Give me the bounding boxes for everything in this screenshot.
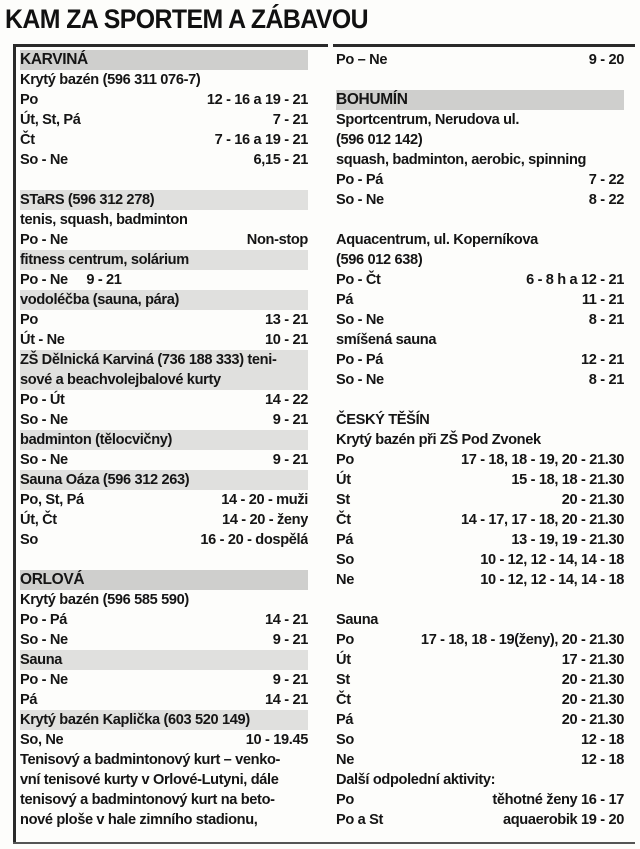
schedule-line <box>336 530 624 550</box>
line-time: 7 - 22 <box>588 172 624 188</box>
line-label: So - Ne <box>20 152 68 168</box>
schedule-line <box>336 150 624 170</box>
schedule-line <box>336 790 624 810</box>
schedule-line <box>336 670 624 690</box>
schedule-line <box>20 330 308 350</box>
line-label: So <box>20 532 38 548</box>
schedule-line <box>20 610 308 630</box>
schedule-line <box>20 810 308 830</box>
left-border-rule <box>13 44 16 844</box>
line-time: 6,15 - 21 <box>253 152 308 168</box>
schedule-line <box>20 150 308 170</box>
schedule-line <box>20 430 308 450</box>
line-label: St <box>336 672 350 688</box>
line-time: 20 - 21.30 <box>561 492 624 508</box>
schedule-line <box>336 750 624 770</box>
line-label: (596 012 142) <box>336 132 423 148</box>
line-label: sové a beachvolejbalové kurty <box>20 372 221 388</box>
schedule-line <box>336 630 624 650</box>
right-column <box>336 50 624 830</box>
line-label: Po a St <box>336 812 384 828</box>
line-time: 9 - 21 <box>272 412 308 428</box>
line-label: BOHUMÍN <box>336 91 408 108</box>
line-label: STaRS (596 312 278) <box>20 192 155 208</box>
schedule-line <box>20 730 308 750</box>
line-label: KARVINÁ <box>20 51 88 68</box>
schedule-line <box>20 790 308 810</box>
schedule-line <box>20 770 308 790</box>
town-heading <box>20 50 308 70</box>
line-time: 9 - 21 <box>272 632 308 648</box>
line-label: Út, Čt <box>20 512 57 528</box>
line-time: 14 - 22 <box>265 392 308 408</box>
schedule-line <box>20 670 308 690</box>
line-time: 10 - 12, 12 - 14, 14 - 18 <box>480 552 624 568</box>
schedule-line <box>336 430 624 450</box>
schedule-line <box>336 290 624 310</box>
line-label: Pá <box>336 292 354 308</box>
schedule-line <box>336 130 624 150</box>
line-time: 20 - 21.30 <box>561 672 624 688</box>
line-label: Po - Ne <box>20 672 68 688</box>
schedule-line <box>336 370 624 390</box>
line-label: Sportcentrum, Nerudova ul. <box>336 112 520 128</box>
line-label: Po <box>20 312 38 328</box>
schedule-line <box>336 250 624 270</box>
line-time: aquaerobik 19 - 20 <box>502 812 624 828</box>
line-time: 16 - 20 - dospělá <box>200 532 308 548</box>
line-label: Po - Pá <box>336 352 384 368</box>
line-time: 9 - 21 <box>272 672 308 688</box>
schedule-line <box>20 650 308 670</box>
schedule-line <box>20 270 308 290</box>
section-spacer <box>336 210 624 230</box>
section-spacer <box>336 590 624 610</box>
schedule-line <box>336 450 624 470</box>
line-label: ČESKÝ TĚŠÍN <box>336 412 430 428</box>
section-spacer <box>336 70 624 90</box>
line-label: badminton (tělocvičny) <box>20 432 173 448</box>
line-label: So - Ne <box>336 312 384 328</box>
schedule-line <box>336 350 624 370</box>
line-label: tenis, squash, badminton <box>20 212 188 228</box>
line-label: Tenisový a badmintonový kurt – venko- <box>20 752 281 768</box>
line-label: Sauna <box>336 612 379 628</box>
line-label: nové ploše v hale zimního stadionu, <box>20 812 258 828</box>
line-label: Po <box>336 452 354 468</box>
line-label: Po <box>336 632 354 648</box>
line-time: 6 - 8 h a 12 - 21 <box>526 272 624 288</box>
line-label: Po - Pá <box>336 172 384 188</box>
line-label: So - Ne <box>20 412 68 428</box>
schedule-line <box>20 470 308 490</box>
line-time: 20 - 21.30 <box>561 692 624 708</box>
schedule-line <box>336 490 624 510</box>
line-time: 8 - 21 <box>588 312 624 328</box>
line-label: Krytý bazén (596 311 076-7) <box>20 72 201 88</box>
line-label: So, Ne <box>20 732 64 748</box>
town-heading <box>336 90 624 110</box>
line-time: 7 - 16 a 19 - 21 <box>214 132 308 148</box>
line-label: Čt <box>20 132 35 148</box>
schedule-line <box>20 130 308 150</box>
line-label: Út <box>336 652 351 668</box>
schedule-line <box>336 270 624 290</box>
line-time: 17 - 21.30 <box>561 652 624 668</box>
line-time: 11 - 21 <box>581 292 624 308</box>
schedule-line <box>336 50 624 70</box>
schedule-line <box>20 70 308 90</box>
section-spacer <box>20 550 308 570</box>
line-label: squash, badminton, aerobic, spinning <box>336 152 587 168</box>
line-label: So - Ne <box>336 372 384 388</box>
right-column-top-rule <box>333 44 635 47</box>
line-time: 10 - 12, 12 - 14, 14 - 18 <box>480 572 624 588</box>
schedule-line <box>20 530 308 550</box>
schedule-line <box>20 630 308 650</box>
line-label: Krytý bazén (596 585 590) <box>20 592 189 608</box>
line-label: Aquacentrum, ul. Koperníkova <box>336 232 538 248</box>
schedule-line <box>20 590 308 610</box>
schedule-line <box>20 210 308 230</box>
line-label: Pá <box>336 712 354 728</box>
line-label: Út - Ne <box>20 332 65 348</box>
line-label: So - Ne <box>20 452 68 468</box>
schedule-line <box>20 370 308 390</box>
line-time: 13 - 21 <box>265 312 308 328</box>
line-time: 14 - 20 - ženy <box>222 512 308 528</box>
schedule-line <box>336 690 624 710</box>
line-time: 9 - 20 <box>588 52 624 68</box>
schedule-line <box>336 110 624 130</box>
schedule-line <box>20 230 308 250</box>
schedule-line <box>20 90 308 110</box>
line-label: tenisový a badmintonový kurt na beto- <box>20 792 275 808</box>
line-label: Po - Út <box>20 392 65 408</box>
line-label: Po, St, Pá <box>20 492 84 508</box>
line-label: Út, St, Pá <box>20 112 81 128</box>
schedule-line <box>336 550 624 570</box>
line-time: 13 - 19, 19 - 21.30 <box>511 532 624 548</box>
schedule-line <box>20 110 308 130</box>
schedule-line <box>336 190 624 210</box>
schedule-line <box>336 730 624 750</box>
line-time: 17 - 18, 18 - 19, 20 - 21.30 <box>460 452 624 468</box>
line-time: 14 - 17, 17 - 18, 20 - 21.30 <box>460 512 624 528</box>
line-time: 12 - 16 a 19 - 21 <box>206 92 308 108</box>
line-label: smíšená sauna <box>336 332 437 348</box>
schedule-line <box>20 290 308 310</box>
line-time: 17 - 18, 18 - 19(ženy), 20 - 21.30 <box>420 632 624 648</box>
line-time: 10 - 21 <box>265 332 308 348</box>
schedule-line <box>336 810 624 830</box>
line-label: fitness centrum, solárium <box>20 252 189 268</box>
line-label: Po <box>336 792 354 808</box>
line-time: Non-stop <box>246 232 308 248</box>
schedule-line <box>336 410 624 430</box>
line-label: So <box>336 552 354 568</box>
section-spacer <box>336 390 624 410</box>
schedule-line <box>20 310 308 330</box>
line-label: Čt <box>336 692 351 708</box>
section-spacer <box>20 170 308 190</box>
line-label: Sauna <box>20 652 63 668</box>
schedule-line <box>20 750 308 770</box>
line-label: Čt <box>336 512 351 528</box>
line-label: St <box>336 492 350 508</box>
line-label: Sauna Oáza (596 312 263) <box>20 472 190 488</box>
line-label: So - Ne <box>336 192 384 208</box>
line-time: 14 - 21 <box>265 692 308 708</box>
line-label: Po - Ne 9 - 21 <box>20 272 122 288</box>
schedule-line <box>20 390 308 410</box>
schedule-line <box>336 310 624 330</box>
line-label: Další odpolední aktivity: <box>336 772 496 788</box>
line-time: 7 - 21 <box>272 112 308 128</box>
schedule-line <box>336 770 624 790</box>
line-time: 12 - 18 <box>581 732 624 748</box>
schedule-line <box>336 330 624 350</box>
line-label: Pá <box>336 532 354 548</box>
left-column-top-rule <box>13 44 328 47</box>
line-label: Po <box>20 92 38 108</box>
line-time: 20 - 21.30 <box>561 712 624 728</box>
schedule-line <box>336 510 624 530</box>
line-label: Po – Ne <box>336 52 388 68</box>
schedule-line <box>336 570 624 590</box>
schedule-line <box>20 450 308 470</box>
line-time: 14 - 21 <box>265 612 308 628</box>
line-time: 9 - 21 <box>272 452 308 468</box>
schedule-line <box>20 710 308 730</box>
schedule-line <box>20 690 308 710</box>
line-label: Ne <box>336 572 354 588</box>
schedule-line <box>336 470 624 490</box>
schedule-line <box>20 250 308 270</box>
line-time: 8 - 22 <box>588 192 624 208</box>
line-time: 12 - 21 <box>581 352 624 368</box>
schedule-line <box>336 710 624 730</box>
line-time: 8 - 21 <box>588 372 624 388</box>
line-label: Po - Pá <box>20 612 68 628</box>
line-label: So - Ne <box>20 632 68 648</box>
schedule-line <box>20 410 308 430</box>
line-label: So <box>336 732 354 748</box>
line-time: 14 - 20 - muži <box>221 492 308 508</box>
line-time: 12 - 18 <box>581 752 624 768</box>
line-time: těhotné ženy 16 - 17 <box>492 792 624 808</box>
line-label: vní tenisové kurty v Orlové-Lutyni, dále <box>20 772 279 788</box>
line-label: ZŠ Dělnická Karviná (736 188 333) teni- <box>20 352 277 368</box>
town-heading <box>20 570 308 590</box>
schedule-line <box>20 350 308 370</box>
line-label: Ne <box>336 752 354 768</box>
schedule-line <box>336 170 624 190</box>
line-label: (596 012 638) <box>336 252 423 268</box>
schedule-line <box>336 650 624 670</box>
schedule-line <box>20 190 308 210</box>
schedule-line <box>336 230 624 250</box>
line-label: Krytý bazén Kaplička (603 520 149) <box>20 712 250 728</box>
line-label: Út <box>336 472 351 488</box>
schedule-line <box>20 510 308 530</box>
line-time: 10 - 19.45 <box>245 732 308 748</box>
bottom-rule <box>13 842 635 844</box>
schedule-line <box>336 610 624 630</box>
left-column <box>20 50 308 830</box>
line-label: Po - Čt <box>336 272 381 288</box>
line-label: Krytý bazén při ZŠ Pod Zvonek <box>336 432 541 448</box>
line-time: 15 - 18, 18 - 21.30 <box>511 472 624 488</box>
schedule-line <box>20 490 308 510</box>
line-label: Po - Ne <box>20 232 68 248</box>
line-label: Pá <box>20 692 38 708</box>
page-title: KAM ZA SPORTEM A ZÁBAVOU <box>5 4 369 34</box>
line-label: ORLOVÁ <box>20 571 85 588</box>
line-label: vodoléčba (sauna, pára) <box>20 292 180 308</box>
